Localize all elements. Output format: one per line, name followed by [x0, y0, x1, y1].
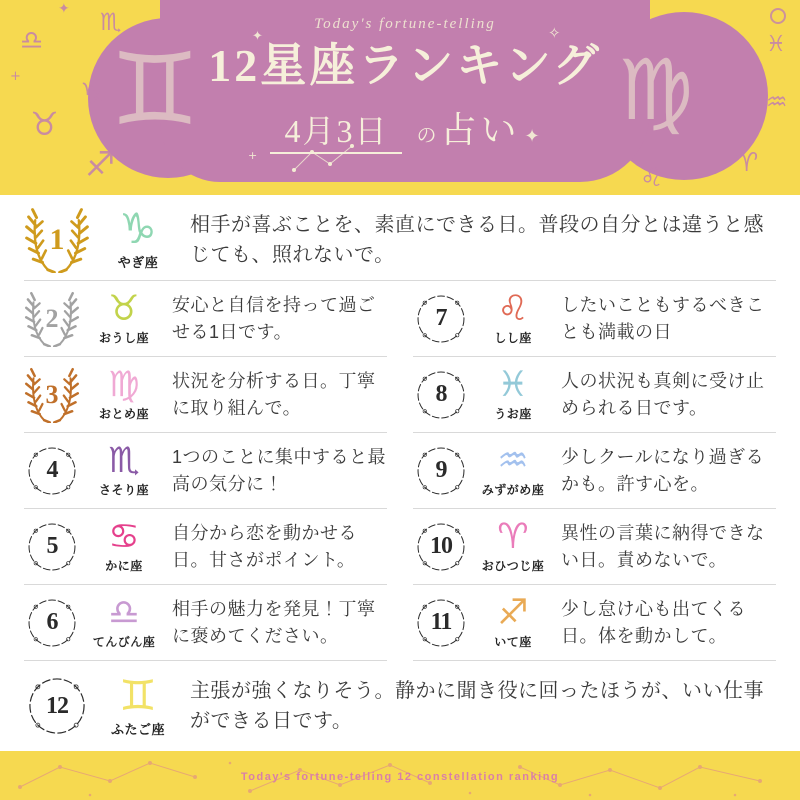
rank-2-laurel-badge: [24, 291, 80, 347]
ranking-list: [0, 195, 800, 751]
fortune-text: 少しクールになり過ぎるかも。許す心を。: [561, 446, 765, 494]
sign-name: ふたご座: [110, 721, 165, 737]
fortune-text: 状況を分析する日。丁寧に取り組んで。: [172, 370, 376, 418]
fortune-text: 少し怠け心も出てくる日。体を動かして。: [561, 598, 746, 646]
rank-number: 8: [435, 381, 447, 407]
scorpio-icon: ♏: [108, 440, 140, 481]
zodiac-sign: [475, 440, 551, 498]
aquarius-illustration: ♒: [766, 88, 788, 116]
rank-12-badge: [24, 673, 90, 739]
pisces-icon: ♓: [497, 364, 529, 405]
moon-icon: [770, 8, 786, 24]
sign-name: しし座: [494, 330, 532, 345]
zodiac-sign: [86, 288, 162, 346]
date-word: 占い: [440, 109, 521, 150]
rank-number: 12: [46, 692, 68, 719]
capricorn-illustration: ♑: [80, 77, 107, 112]
leo-icon: ♌: [497, 288, 529, 329]
sign-name: かに座: [105, 558, 143, 573]
sparkle-icon: ✦: [252, 29, 263, 44]
fortune-text: 安心と自信を持って過ごせる1日です。: [172, 294, 376, 342]
sign-name: さそり座: [98, 482, 149, 497]
rank-number: 4: [46, 457, 58, 483]
virgo-icon: ♍: [108, 364, 140, 405]
fortune-text: したいこともするべきことも満載の日: [561, 294, 765, 342]
gemini-twins-illustration: ♊: [110, 31, 200, 148]
libra-icon: ♎: [108, 592, 140, 633]
rank-number: 1: [49, 222, 65, 256]
sign-name: てんびん座: [92, 634, 156, 649]
rank-number: 7: [435, 305, 447, 331]
ranking-row-2: [24, 281, 387, 357]
zodiac-sign: [86, 516, 162, 574]
leo-illustration: ♌: [640, 163, 664, 193]
rank-number: 2: [45, 303, 59, 333]
date-particle: の: [416, 124, 437, 147]
taurus-icon: ♉: [108, 288, 140, 329]
sagittarius-icon: ♐: [497, 592, 529, 633]
ranking-row-4: [24, 433, 387, 509]
sign-name: おひつじ座: [481, 558, 545, 573]
zodiac-sign: [86, 364, 162, 422]
pisces-illustration: ♓: [766, 32, 786, 57]
sign-name: やぎ座: [117, 255, 159, 270]
ranking-row-11: [413, 585, 776, 661]
ranking-row-6: [24, 585, 387, 661]
zodiac-sign: [96, 204, 180, 271]
rank-number: 6: [46, 609, 58, 635]
sparkle-icon: +: [10, 69, 21, 84]
ranking-row-5: [24, 509, 387, 585]
ranking-grid: [24, 281, 776, 661]
sparkle-icon: ✧: [548, 24, 561, 42]
taurus-illustration: ♉: [30, 105, 59, 143]
rank-number: 10: [430, 533, 452, 559]
fortune-text: 異性の言葉に納得できない日。責めないで。: [561, 522, 765, 570]
ranking-row-3: [24, 357, 387, 433]
aries-icon: ♈: [497, 516, 529, 557]
fortune-text: 人の状況も真剣に受け止められる日です。: [561, 370, 765, 418]
ranking-row-1: [24, 199, 776, 281]
rank-6-badge: [24, 595, 80, 651]
header: [0, 0, 800, 195]
ranking-row-12: [24, 661, 776, 751]
sign-name: おとめ座: [98, 406, 149, 421]
rank-4-badge: [24, 443, 80, 499]
zodiac-sign: [475, 592, 551, 650]
rank-3-laurel-badge: [24, 367, 80, 423]
rank-5-badge: [24, 519, 80, 575]
rank-number: 11: [430, 609, 452, 635]
virgo-woman-illustration: ♍: [618, 41, 694, 139]
rank-number: 9: [435, 457, 447, 483]
fortune-text: 相手の魅力を発見！丁寧に褒めてください。: [172, 598, 376, 646]
sign-name: みずがめ座: [481, 482, 545, 497]
scorpio-illustration: ♏: [100, 8, 122, 36]
zodiac-sign: [475, 288, 551, 346]
aquarius-icon: ♒: [497, 440, 529, 481]
footer-caption: Today's fortune-telling 12 constellation ranking: [240, 771, 560, 783]
sparkle-icon: ✦: [58, 1, 70, 17]
rank-11-badge: [413, 595, 469, 651]
zodiac-sign: [475, 364, 551, 422]
rank-7-badge: [413, 291, 469, 347]
fortune-date: 4月3日: [270, 113, 402, 154]
rank-9-badge: [413, 443, 469, 499]
fortune-text: 相手が喜ぶことを、素直にできる日。普段の自分とは違うと感じても、照れないで。: [190, 213, 764, 266]
ranking-row-8: [413, 357, 776, 433]
zodiac-sign: [475, 516, 551, 574]
page-title: 12星座ランキング: [208, 40, 602, 91]
zodiac-sign: [86, 592, 162, 650]
aries-illustration: ♈: [735, 148, 759, 178]
rank-number: 3: [45, 379, 59, 409]
footer: [0, 755, 800, 800]
rank-1-laurel-badge: [24, 207, 90, 273]
fortune-text: 主張が強くなりそう。静かに聞き役に回ったほうが、いい仕事ができる日です。: [190, 680, 764, 732]
cancer-icon: ♋: [108, 516, 140, 557]
tagline: Today's fortune-telling: [314, 16, 496, 32]
ranking-row-7: [413, 281, 776, 357]
sign-name: いて座: [494, 634, 532, 649]
ranking-row-9: [413, 433, 776, 509]
gemini-icon: ♊: [119, 670, 157, 720]
sign-name: うお座: [494, 406, 532, 421]
sparkle-icon: ✦: [524, 125, 540, 146]
libra-illustration: ♎: [20, 26, 44, 56]
zodiac-sign: [86, 440, 162, 498]
rank-10-badge: [413, 519, 469, 575]
sagittarius-illustration: ♐: [85, 145, 116, 185]
rank-number: 5: [46, 533, 58, 559]
date-line: [170, 102, 640, 153]
ranking-row-10: [413, 509, 776, 585]
sparkle-icon: +: [248, 149, 258, 162]
fortune-text: 自分から恋を動かせる日。甘さがポイント。: [172, 522, 357, 570]
fortune-text: 1つのことに集中すると最高の気分に！: [172, 446, 387, 494]
rank-8-badge: [413, 367, 469, 423]
sign-name: おうし座: [98, 330, 149, 345]
capricorn-icon: ♑: [119, 204, 157, 253]
zodiac-sign: [96, 670, 180, 738]
